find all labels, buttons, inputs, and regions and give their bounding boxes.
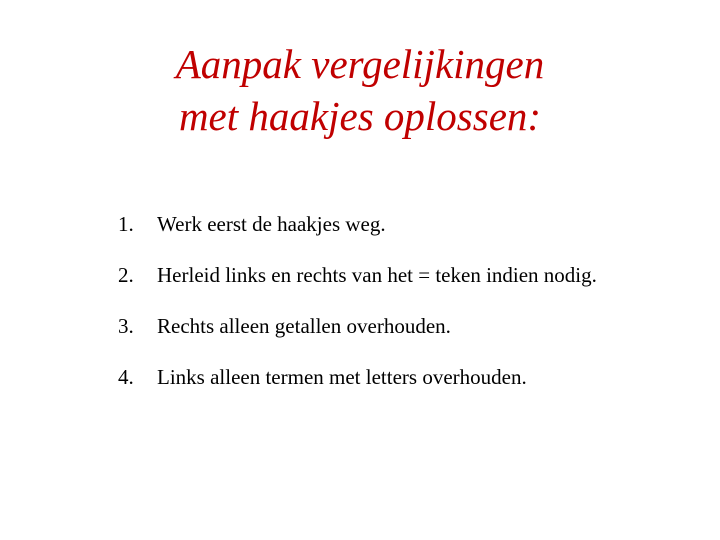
list-item	[118, 261, 638, 289]
step-text: Werk eerst de haakjes weg.	[157, 212, 386, 236]
step-number: 1.	[118, 212, 134, 236]
step-text: Herleid links en rechts van het = teken indien nodig.	[157, 263, 597, 287]
step-number: 4.	[118, 365, 134, 389]
step-number: 3.	[118, 314, 134, 338]
steps-list	[118, 210, 638, 414]
title-line-2: met haakjes oplossen:	[178, 93, 542, 139]
slide-title	[0, 38, 720, 142]
step-text: Rechts alleen getallen overhouden.	[157, 314, 451, 338]
list-item	[118, 363, 638, 391]
step-text: Links alleen termen met letters overhouden.	[157, 365, 527, 389]
step-number: 2.	[118, 263, 134, 287]
title-line-1: Aanpak vergelijkingen	[175, 41, 545, 87]
list-item	[118, 312, 638, 340]
list-item	[118, 210, 638, 238]
